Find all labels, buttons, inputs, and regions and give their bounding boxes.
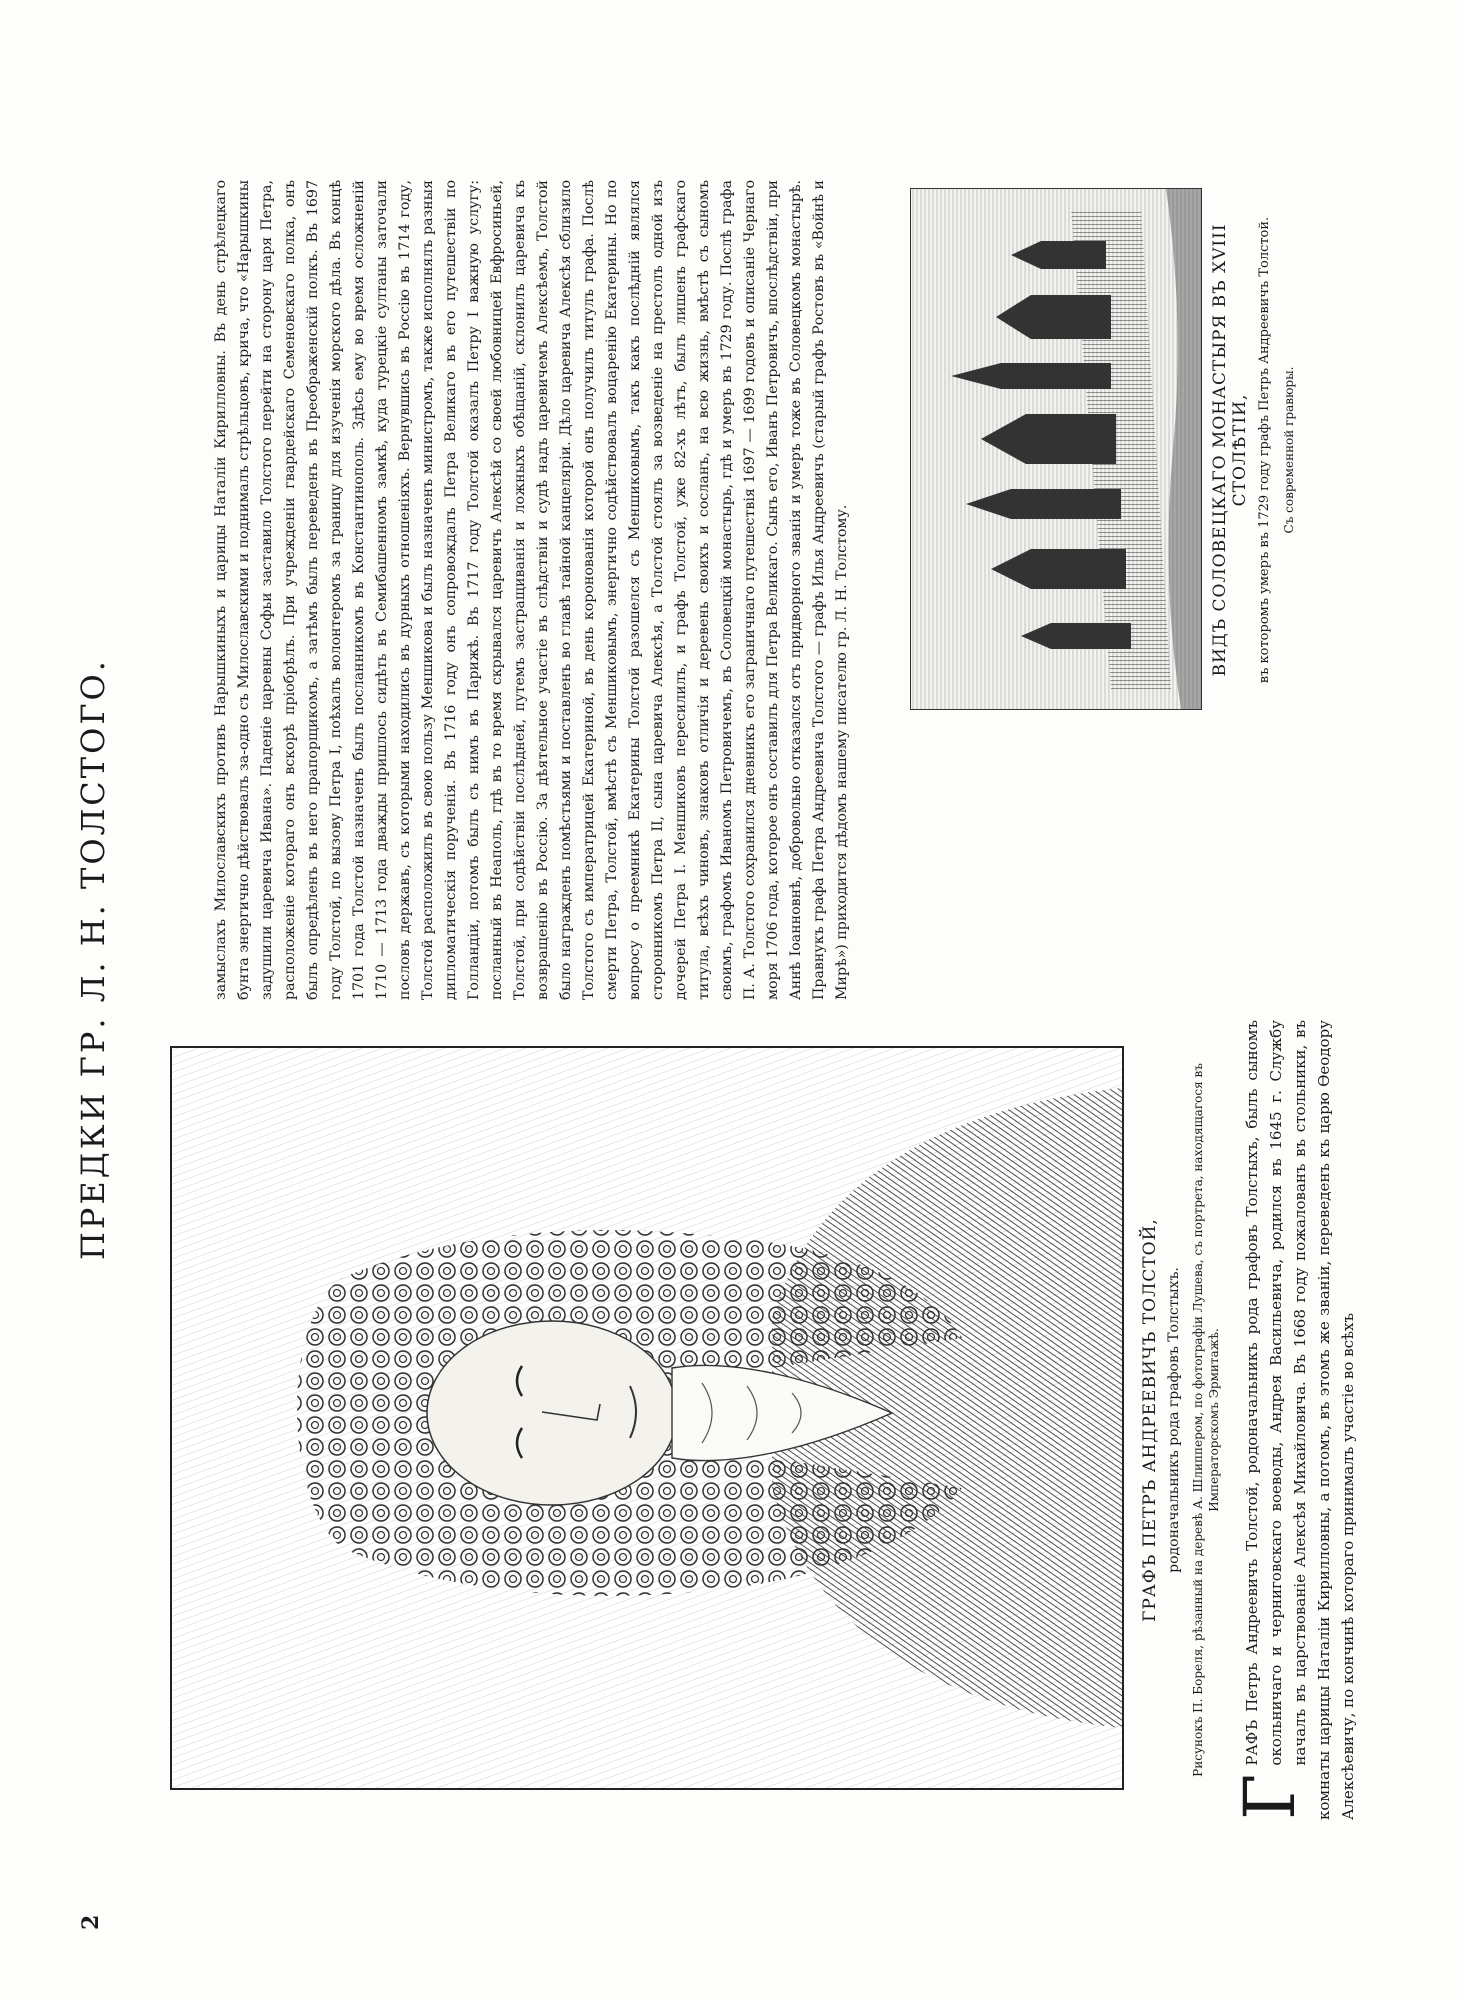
drop-cap: Г <box>1229 1773 1311 1820</box>
portrait-engraving <box>170 1046 1124 1790</box>
intro-text: РАФЪ Петръ Андреевичъ Толстой, родоначальникъ рода графовъ Толстыхъ, былъ сыномъ окольничаго и черниговскаго воеводы, Андрея Васильевича, родился въ 1645 г. Службу началъ въ царствованіе Алексѣя Михайловича. Въ 1668 году пожалованъ въ стольники, въ комнаты царицы Наталіи Кирилловны, а потомъ, въ этомъ же званіи, переведенъ къ царю Ѳеодору Алексѣевичу, по кончинѣ котораго принималъ участіе во всѣхъ <box>1243 1020 1357 1820</box>
monastery-title: ВИДЪ СОЛОВЕЦКАГО МОНАСТЫРЯ ВЪ XVIII СТОЛѢТІИ, <box>1210 223 1250 677</box>
body-text-wide <box>210 180 854 1000</box>
monastery-credit: Съ современной гравюры. <box>1282 366 1297 534</box>
portrait-caption <box>1140 1030 1222 1810</box>
monastery-illustration <box>911 189 1201 709</box>
portrait-title: ГРАФЪ ПЕТРЪ АНДРЕЕВИЧЪ ТОЛСТОЙ, <box>1140 1218 1160 1622</box>
portrait-subtitle: родоначальникъ рода графовъ Толстыхъ. <box>1166 1267 1182 1573</box>
portrait-illustration <box>172 1048 1122 1788</box>
page-number: 2 <box>78 1914 104 1930</box>
portrait-credit: Рисунокъ П. Бореля, рѣзанный на деревѣ А. Шлиппером, по фотографіи Лушева, съ портрета, находящагося въ Императорскомъ Эрмитажѣ. <box>1191 1063 1222 1777</box>
monastery-subtitle: въ которомъ умеръ въ 1729 году графъ Петръ Андреевичъ Толстой. <box>1257 216 1272 684</box>
running-head: ПРЕДКИ ГР. Л. Н. ТОЛСТОГО. <box>74 658 112 1260</box>
body-paragraph: замыслахъ Милославскихъ противъ Нарышкиныхъ и царицы Наталіи Кирилловны. Въ день стрѣлецкаго бунта энергично дѣйствовалъ за-одно съ Милославскими и поднималъ стрѣльцовъ, крича, что «Нарышкины задушили царевича Ивана». Паденіе царевны Софьи заставило Толстого перейти на сторону царя Петра, расположеніе котораго онъ вскорѣ пріобрѣлъ. При учрежденіи гвардейскаго Семеновскаго полка, онъ былъ опредѣленъ въ него прапорщикомъ, а затѣмъ былъ переведенъ въ Преображенскій полкъ. Въ 1697 году Толстой, по вызову Петра I, поѣхалъ волонтеромъ за границу для изученія морского дѣла. Въ концѣ 1701 года Толстой назначенъ былъ посланникомъ въ Константинополь. Здѣсь ему во время осложненій 1710 — 1713 года дважды пришлось сидѣть въ Семибашенномъ замкѣ, куда турецкіе султаны заточали пословъ державъ, съ которыми находились въ дурныхъ отношеніяхъ. Вернувшись въ Россію въ 1714 году, Толстой расположилъ въ свою пользу Меншикова и былъ назначенъ министромъ, также исполнялъ разныя дипломатическія порученія. Въ 1716 году онъ сопровождалъ Петра Великаго въ его путешествіи по Голландіи, потомъ былъ съ нимъ въ Парижѣ. Въ 1717 году Толстой оказалъ Петру I важную услугу: посланный въ Неаполь, гдѣ въ то время скрывался царевичъ Алексѣй со своей любовницей Евфросиньей, Толстой, при содѣйствіи послѣдней, путемъ застращиванія и ложныхъ обѣщаній, склонилъ царевича къ возвращенію въ Россію. За дѣятельное участіе въ слѣдствіи и судѣ надъ царевичемъ Алексѣемъ, Толстой было награжденъ помѣстьями и поставленъ во главѣ тайной канцеляріи. Дѣло царевича Алексѣя сблизило Толстого съ императрицей Екатериной, въ день коронованія которой онъ получилъ титулъ графа. Послѣ смерти Петра, Толстой, вмѣстѣ съ Меншиковымъ, энергично содѣйствовалъ воцаренію Екатерины. Но по вопросу о преемникѣ Екатерины Толстой разошелся съ Меншиковымъ, такъ какъ послѣдній являлся сторонникомъ Петра II, сына царевича Алексѣя, а Толстой стоялъ за возведеніе на престолъ одной изъ дочерей Петра I. Меншиковъ пересилилъ, и графъ Толстой, уже 82-хъ лѣтъ, былъ лишенъ графскаго титула, всѣхъ чиновъ, знаковъ отличія и деревень своихъ и сосланъ, на всю жизнь, вмѣстѣ съ сыномъ своимъ, графомъ Иваномъ Петровичемъ, въ Соловецкій монастырь, гдѣ и умеръ въ 1729 году. Послѣ графа П. А. Толстого сохранился дневникъ его заграничнаго путешествія 1697 — 1699 годовъ и описаніе Чернаго моря 1706 года, которое онъ составилъ для Петра Великаго. Сынъ его, Иванъ Петровичъ, впослѣдствіи, при Аннѣ Іоанновнѣ, добровольно отказался отъ придворного званія и умеръ тоже въ Соловецкомъ монастырѣ. Правнукъ графа Петра Андреевича Толстого — графъ Илья Андреевичъ (старый графъ Ростовъ въ «Войнѣ и Мирѣ») приходится дѣдомъ нашему писателю гр. Л. Н. Толстому. <box>213 180 850 1000</box>
monastery-caption <box>1210 170 1296 730</box>
monastery-engraving <box>910 188 1202 710</box>
intro-paragraph <box>1229 1020 1360 1820</box>
rotated-page <box>60 120 1424 1960</box>
